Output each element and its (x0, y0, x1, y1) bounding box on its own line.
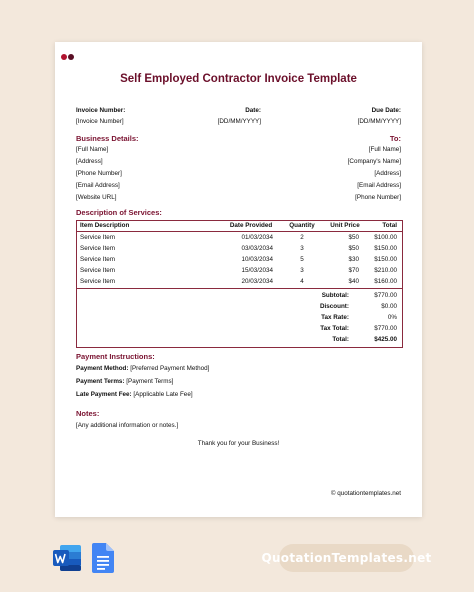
table-cell: $150.00 (374, 256, 397, 263)
table-cell: Service Item (80, 245, 115, 252)
tax-rate-value: 0% (387, 314, 397, 321)
table-cell: $50 (348, 245, 359, 252)
to-line: [Phone Number] (355, 194, 401, 201)
table-cell: $210.00 (374, 267, 397, 274)
business-line: [Website URL] (76, 194, 117, 201)
business-details-heading: Business Details: (76, 134, 139, 143)
table-cell: 10/03/2034 (241, 256, 273, 263)
col-header-total: Total (382, 222, 397, 229)
table-cell: 2 (300, 234, 304, 241)
table-cell: Service Item (80, 234, 115, 241)
col-header-unit-price: Unit Price (330, 222, 360, 229)
table-cell: 4 (300, 278, 304, 285)
discount-value: $0.00 (381, 303, 397, 310)
late-fee-label: Late Payment Fee: (76, 391, 132, 398)
table-cell: 01/03/2034 (241, 234, 273, 241)
table-divider (77, 288, 402, 289)
word-icon[interactable] (52, 543, 82, 573)
table-cell: $160.00 (374, 278, 397, 285)
date-value: [DD/MM/YYYY] (217, 118, 261, 125)
payment-terms-value: [Payment Terms] (126, 378, 174, 385)
late-fee-value: [Applicable Late Fee] (133, 391, 193, 398)
late-fee-line (76, 391, 193, 399)
to-line: [Company's Name] (347, 158, 401, 165)
notes-heading: Notes: (76, 409, 100, 418)
table-header-row (77, 221, 402, 232)
table-cell: Service Item (80, 267, 115, 274)
table-cell: Service Item (80, 256, 115, 263)
subtotal-value: $770.00 (374, 292, 397, 299)
tax-total-label: Tax Total: (320, 325, 349, 332)
brand-badge[interactable]: QuotationTemplates.net (279, 544, 414, 572)
col-header-date: Date Provided (229, 222, 273, 229)
tax-rate-label: Tax Rate: (321, 314, 349, 321)
table-cell: $40 (348, 278, 359, 285)
business-line: [Full Name] (76, 146, 109, 153)
table-cell: $50 (348, 234, 359, 241)
total-value: $425.00 (374, 336, 397, 343)
table-cell: 20/03/2034 (241, 278, 273, 285)
invoice-page (55, 42, 422, 517)
table-cell: $100.00 (374, 234, 397, 241)
dot-maroon-icon (68, 54, 74, 60)
table-cell: $30 (348, 256, 359, 263)
dot-red-icon (61, 54, 67, 60)
to-line: [Email Address] (357, 182, 401, 189)
total-label: Total: (332, 336, 349, 343)
services-table (76, 220, 403, 348)
discount-label: Discount: (319, 303, 349, 310)
tax-total-value: $770.00 (374, 325, 397, 332)
col-header-quantity: Quantity (289, 222, 315, 229)
payment-terms-line (76, 378, 173, 386)
services-heading: Description of Services: (76, 208, 162, 217)
business-line: [Phone Number] (76, 170, 122, 177)
table-cell: $70 (348, 267, 359, 274)
subtotal-label: Subtotal: (321, 292, 349, 299)
google-docs-icon[interactable] (92, 543, 114, 573)
table-cell: 5 (300, 256, 304, 263)
payment-heading: Payment Instructions: (76, 352, 155, 361)
to-line: [Address] (374, 170, 401, 177)
footer-credit: © quotationtemplates.net (330, 490, 401, 497)
invoice-number-value: [Invoice Number] (76, 118, 124, 125)
invoice-title: Self Employed Contractor Invoice Template (120, 73, 357, 85)
payment-terms-label: Payment Terms: (76, 378, 125, 385)
thank-you-text: Thank you for your Business! (197, 440, 280, 447)
business-line: [Email Address] (76, 182, 120, 189)
table-cell: 03/03/2034 (241, 245, 273, 252)
date-label: Date: (245, 107, 261, 114)
payment-method-label: Payment Method: (76, 365, 129, 372)
due-date-value: [DD/MM/YYYY] (357, 118, 401, 125)
table-cell: 15/03/2034 (241, 267, 273, 274)
payment-method-value: [Preferred Payment Method] (130, 365, 210, 372)
invoice-number-label: Invoice Number: (76, 107, 126, 114)
table-cell: 3 (300, 245, 304, 252)
table-cell: Service Item (80, 278, 115, 285)
col-header-description: Item Description (80, 222, 130, 229)
table-cell: $150.00 (374, 245, 397, 252)
notes-value: [Any additional information or notes.] (76, 422, 179, 429)
business-line: [Address] (76, 158, 103, 165)
table-cell: 3 (300, 267, 304, 274)
due-date-label: Due Date: (371, 107, 401, 114)
payment-method-line (76, 365, 209, 373)
to-heading: To: (389, 134, 401, 143)
to-line: [Full Name] (368, 146, 401, 153)
